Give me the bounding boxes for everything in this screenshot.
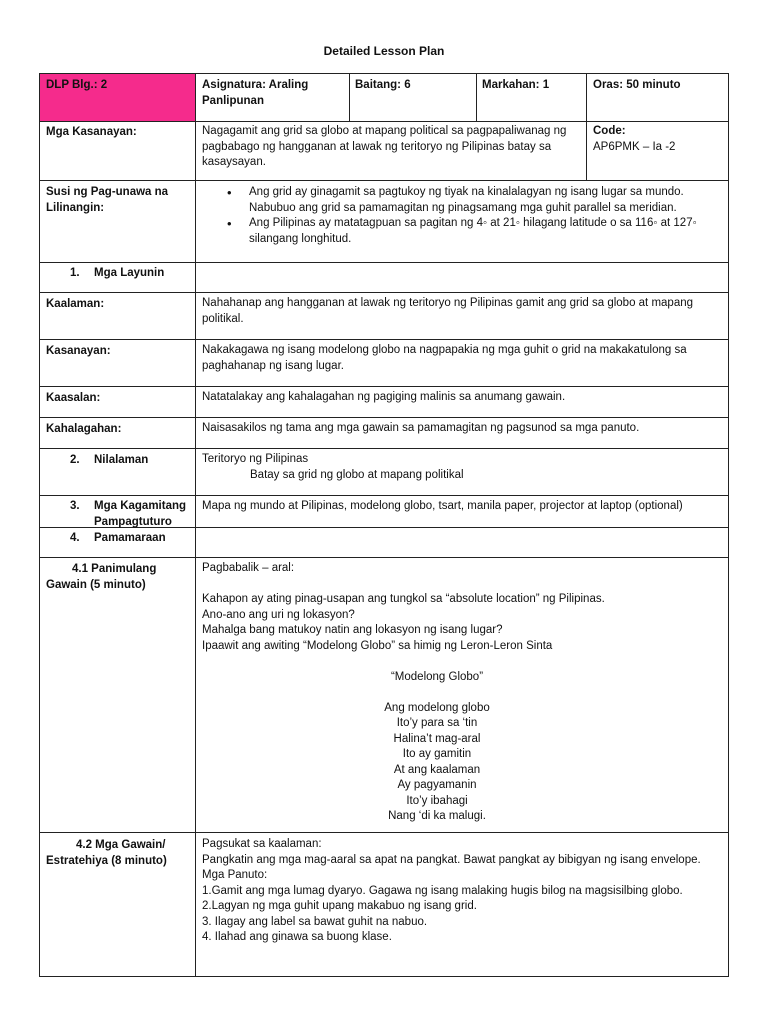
kahalagahan-text: Naisasakilos ng tama ang mga gawain sa pamamagitan ng pagsunod sa mga panuto. [202,422,640,434]
asignatura [202,78,308,109]
kagamitan-label [94,499,186,530]
kagamitan-number: 3. [70,500,80,512]
kaalaman-line-1: Nahahanap ang hangganan at lawak ng teritoryo ng Pilipinas gamit ang grid sa globo at mapang [202,297,694,309]
kaalaman-line-2: politikal. [202,312,244,325]
song-line: Ito’y ibahagi [406,794,468,807]
susi-bullet-2 [249,216,697,247]
susi-label-line-2: Lilinangin: [46,201,105,214]
kaalaman-label: Kaalaman: [46,298,105,310]
gawain-label-line-1: 4.2 Mga Gawain/ [76,839,166,851]
gawain-p6: 3. Ilagay ang label sa bawat guhit na nabuo. [202,915,428,928]
panimulang-content [202,561,722,825]
code-cell [593,124,675,155]
kasanayan-label: Mga Kasanayan: [46,126,137,138]
susi-b1-line-2: Nabubuo ang grid sa pamamagitan ng pinagsamang mga guhit parallel sa meridian. [249,201,677,214]
susi-bullet-1 [249,185,697,216]
code-label: Code: [593,125,626,137]
gawain-label-line-2: Estratehiya (8 minuto) [46,854,167,867]
susi-b2-line-1: • Ang Pilipinas ay matatagpuan sa pagitan ng 4◦ at 21◦ hilagang latitude o sa 116◦ at 127◦ [249,217,697,229]
panimulang-p1: Pagbabalik – aral: [202,562,295,574]
kaasalan-text: Natatalakay ang kahalagahan ng pagiging malinis sa anumang gawain. [202,391,566,403]
panimulang-p2: Kahapon ay ating pinag-usapan ang tungkol sa “absolute location” ng Pilipinas. [202,593,605,605]
susi-b2-line-2: silangang longhitud. [249,232,352,245]
pamamaraan-label: Pamamaraan [94,532,166,544]
gawain-label [46,838,191,869]
kasanayan2-label: Kasanayan: [46,345,111,357]
song-line: Halina’t mag-aral [393,732,481,745]
song-line: Nang ‘di ka malugi. [388,810,486,822]
kasanayan2-text [202,343,687,374]
panimulang-label-line-2: Gawain (5 minuto) [46,578,146,591]
gawain-p4: 1.Gamit ang mga lumag dyaryo. Gagawa ng isang malaking hugis bilog na magsisilbing globo. [202,884,683,897]
susi-label-line-1: Susi ng Pag-unawa na [46,186,169,198]
baitang: Baitang: 6 [355,79,411,91]
nilalaman-label: Nilalaman [94,454,149,466]
document-title: Detailed Lesson Plan [323,44,445,58]
kasanayan-line-1: Nagagamit ang grid sa globo at mapang political sa pagpapaliwanag ng [202,125,567,137]
panimulang-label [46,562,191,593]
gawain-content [202,837,722,946]
pamamaraan-number: 4. [70,532,80,544]
susi-label [46,185,168,216]
nilalaman-line-2: Batay sa grid ng globo at mapang politikal [250,468,464,481]
layunin-number: 1. [70,267,80,279]
nilalaman-text [202,452,464,483]
gawain-p2: Pangkatin ang mga mag-aaral sa apat na pangkat. Bawat pangkat ay bibigyan ng isang envelope. [202,853,701,866]
kasanayan-text [202,124,566,171]
song-title: “Modelong Globo” [390,670,484,683]
panimulang-p4: Mahalga bang matukoy natin ang lokasyon ng isang lugar? [202,624,503,636]
song-lyrics [202,701,672,825]
gawain-p3: Mga Panuto: [202,869,268,881]
kasanayan-line-3: kasaysayan. [202,156,266,168]
susi-bullets [249,185,697,247]
kasanayan2-line-1: Nakakagawa ng isang modelong globo na nagpapakia ng mga guhit o grid na makakatulong sa [202,344,687,356]
markahan: Markahan: 1 [482,79,550,91]
nilalaman-line-1: Teritoryo ng Pilipinas [202,453,309,465]
kahalagahan-label: Kahalagahan: [46,423,122,435]
code-value: AP6PMK – Ia -2 [593,140,676,153]
nilalaman-number: 2. [70,454,80,466]
kagamitan-label-line-2: Pampagtuturo [94,515,172,528]
gawain-p7: 4. Ilahad ang ginawa sa buong klase. [202,931,392,943]
gawain-p1: Pagsukat sa kaalaman: [202,838,322,850]
song-line: At ang kaalaman [393,763,481,776]
song-line: Ito ay gamitin [402,748,472,760]
kasanayan-line-2: pagbabago ng hangganan at lawak ng teritoryo ng Pilipinas batay sa [202,140,552,153]
asignatura-line-2: Panlipunan [202,94,264,107]
kaasalan-label: Kaasalan: [46,392,101,404]
song-line: Ang modelong globo [384,701,490,714]
song-line: Ito’y para sa ‘tin [396,717,478,729]
kaalaman-text [202,296,693,327]
oras: Oras: 50 minuto [593,79,681,91]
song-line: Ay pagyamanin [397,779,477,791]
kagamitan-label-line-1: Mga Kagamitang [94,500,187,512]
panimulang-p5: Ipaawit ang awiting “Modelong Globo” sa himig ng Leron-Leron Sinta [202,639,553,652]
asignatura-line-1: Asignatura: Araling [202,79,309,91]
panimulang-label-line-1: 4.1 Panimulang [72,563,157,575]
susi-b1-line-1: • Ang grid ay ginagamit sa pagtukoy ng tiyak na kinalalagyan ng isang lugar sa mundo. [249,186,684,198]
panimulang-p3: Ano-ano ang uri ng lokasyon? [202,608,355,621]
kagamitan-text: Mapa ng mundo at Pilipinas, modelong globo, tsart, manila paper, projector at laptop (optional) [202,500,683,512]
dlp-number: DLP Blg.: 2 [46,79,108,91]
gawain-p5: 2.Lagyan ng mga guhit upang makabuo ng isang grid. [202,900,477,912]
layunin-label: Mga Layunin [94,267,165,279]
kasanayan2-line-2: paghahanap ng isang lugar. [202,359,344,372]
